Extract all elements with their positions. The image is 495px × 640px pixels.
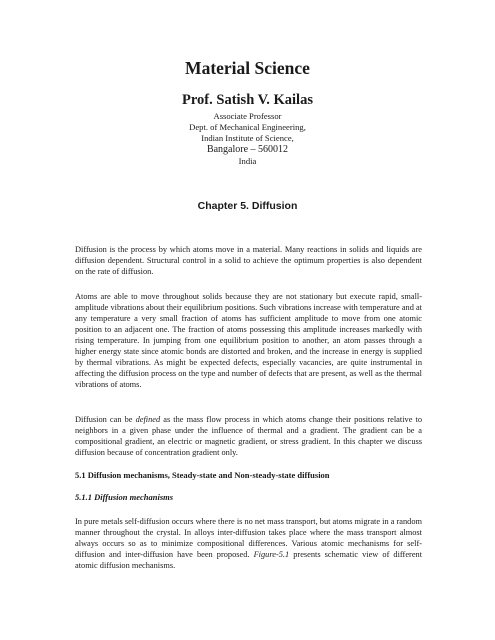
author-position: Associate Professor	[213, 111, 282, 121]
paragraph-definition	[75, 414, 422, 458]
definition-emphasis: defined	[135, 415, 161, 424]
paragraph-intro: Diffusion is the process by which atoms move in a material. Many reactions in solids and liquids are diffusion dependent. Structural control in a solid to achieve the optimum properties is also dependent on the rate of diffusion.	[75, 245, 422, 277]
author-name: Prof. Satish V. Kailas	[182, 92, 313, 108]
subsection-heading-5-1-1: 5.1.1 Diffusion mechanisms	[75, 492, 174, 502]
figure-reference-link: Figure-5.1	[253, 550, 290, 560]
definition-text-lead: Diffusion can be	[75, 415, 136, 424]
definition-text-rest: as the mass flow process in which atoms change their positions relative to neighbors in a given phase under the influence of thermal and a gradient. The gradient can be a compositional gradient, an electric or magnetic gradient, or stress gradient. In this chapter we discuss diffusion because of concentration gradient only.	[75, 415, 422, 458]
author-institute: Indian Institute of Science,	[201, 133, 294, 143]
author-department: Dept. of Mechanical Engineering,	[189, 122, 306, 132]
section-heading-5-1: 5.1 Diffusion mechanisms, Steady-state and Non-steady-state diffusion	[75, 470, 330, 480]
mechanisms-text-lead: In pure metals self-diffusion occurs where there is no net mass transport, but atoms migrate in a random manner throughout the crystal. In alloys inter-diffusion takes place where the mass transport almost always occurs so as to minimize compositional differences. Various atomic mechanisms for self-diffusion and inter-diffusion have been proposed.	[75, 517, 422, 560]
chapter-heading: Chapter 5. Diffusion	[197, 200, 298, 212]
mechanisms-text-rest: presents schematic view of different atomic diffusion mechanisms.	[75, 550, 423, 571]
document-title: Material Science	[185, 58, 310, 78]
author-country: India	[238, 156, 257, 166]
author-city: Bangalore – 560012	[206, 144, 289, 155]
paragraph-atomic-motion: Atoms are able to move throughout solids because they are not stationary but execute rapid, small-amplitude vibrations about their equilibrium positions. Such vibrations increase with temperature and at any temperature a very small fraction of atoms has sufficient amplitude to move from one atomic position to an adjacent one. The fraction of atoms possessing this amplitude increases markedly with rising temperature. In jumping from one equilibrium position to another, an atom passes through a higher energy state since atomic bonds are distorted and broken, and the increase in energy is supplied by thermal vibrations. As might be expected defects, especially vacancies, are quite instrumental in affecting the diffusion process on the type and number of defects that are present, as well as the thermal vibrations of atoms.	[75, 292, 422, 390]
paragraph-mechanisms	[75, 516, 422, 571]
